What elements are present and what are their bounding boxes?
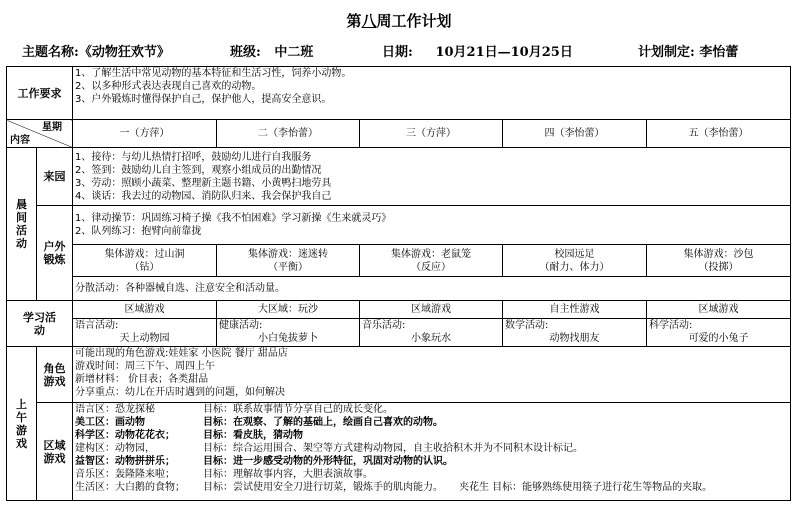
area-game-content — [73, 403, 791, 501]
area-zone: 语言区：恐龙探秘 — [75, 404, 155, 415]
area-zone: 美工区：画动物 — [75, 417, 145, 428]
study-area: 自主性游戏 — [503, 301, 647, 319]
arrive-label: 来园 — [37, 148, 73, 206]
outdoor-label: 户外锻炼 — [37, 206, 73, 301]
role-game-label: 角色游戏 — [37, 347, 73, 403]
area-game-item — [75, 455, 788, 468]
theme-field: 主题名称:《动物狂欢节》 — [22, 45, 170, 60]
class-field: 班级: 中二班 — [230, 45, 314, 60]
study-areas-row — [7, 301, 791, 319]
arrive-row — [7, 148, 791, 206]
planner-field: 计划制定: 李怡蕾 — [638, 45, 739, 60]
area-extra: 夹花生 目标：能够熟练使用筷子进行花生等物品的夹取。 — [459, 482, 713, 493]
weekday-row — [7, 120, 791, 148]
study-area: 区域游戏 — [73, 301, 217, 319]
arrive-content: 1、接待：与幼儿热情打招呼，鼓励幼儿进行自我服务 2、签到：鼓励幼儿自主签到，观察小组成员的出勤情况 3、劳动：照顾小蔬菜、整理新主题书籍、小黄鸭扫地劳具 4、谈话：我去过的动物园、消防队归来、我会保护我自己 — [73, 148, 791, 206]
outdoor-content: 1、律动操节：巩固练习椅子操《我不怕困难》学习新操《生来就灵巧》 2、队列练习：抱臂向前靠拢 — [73, 206, 791, 245]
area-goal: 目标：尝试使用安全刀进行切菜，锻炼手的肌肉能力。 — [203, 482, 443, 493]
area-game-row — [7, 403, 791, 501]
day-header: 四（李怡蕾） — [503, 120, 647, 148]
area-game-item — [75, 468, 788, 481]
day-header: 五（李怡蕾） — [647, 120, 791, 148]
role-game-content: 可能出现的角色游戏:娃娃家 小医院 餐厅 甜品店 游戏时间：周三下午、周四上午 新增材料： 价目表；各类甜品 分享重点：幼儿在开店时遇到的问题，如何解决 — [73, 347, 791, 403]
scatter-content: 分散活动：各种器械自选、注意安全和活动量。 — [73, 277, 791, 301]
study-area: 大区域：玩沙 — [217, 301, 360, 319]
study-label: 学习活动 — [7, 301, 73, 347]
study-subject: 语言活动: 天上动物园 — [73, 319, 217, 347]
area-game-item — [75, 416, 788, 429]
games-row — [7, 245, 791, 277]
study-subject: 音乐活动: 小象玩水 — [360, 319, 503, 347]
outdoor-row — [7, 206, 791, 245]
area-goal: 目标：在观察、了解的基础上，绘画自己喜欢的动物。 — [203, 417, 443, 428]
area-goal: 目标：进一步感受动物的外形特征，巩固对动物的认识。 — [203, 456, 453, 467]
study-subject: 科学活动: 可爱的小兔子 — [647, 319, 791, 347]
area-game-item — [75, 442, 788, 455]
area-zone: 生活区：大白鹅的食物； — [75, 482, 185, 493]
area-zone: 音乐区：轰隆隆来啦； — [75, 469, 175, 480]
day-header: 二（李怡蕾） — [217, 120, 360, 148]
area-game-item — [75, 481, 788, 494]
game-cell: 集体游戏：迷迷转 （平衡） — [217, 245, 360, 277]
study-subject: 数学活动: 动物找朋友 — [503, 319, 647, 347]
games-label: 上午游戏 — [7, 347, 37, 501]
area-zone: 科学区：动物花花衣； — [75, 430, 175, 441]
role-game-row — [7, 347, 791, 403]
area-game-item — [75, 429, 788, 442]
game-cell: 集体游戏：老鼠笼 （反应） — [360, 245, 503, 277]
area-goal: 目标：联系故事情节分享自己的成长变化。 — [203, 404, 393, 415]
date-field: 日期: 10月21日—10月25日 — [382, 45, 573, 60]
area-game-item — [75, 403, 788, 416]
study-subjects-row — [7, 319, 791, 347]
area-goal: 目标：理解故事内容，大胆表演故事。 — [203, 469, 373, 480]
week-content-header: 星期 内容 — [7, 120, 73, 148]
game-cell: 校园远足 （耐力、体力） — [503, 245, 647, 277]
page-title: 第八周工作计划 — [346, 12, 452, 30]
area-zone: 建构区：动物园， — [75, 443, 155, 454]
area-goal: 目标：看皮肤，猜动物 — [203, 430, 303, 441]
day-header: 三（方萍） — [360, 120, 503, 148]
study-area: 区域游戏 — [647, 301, 791, 319]
scatter-row — [7, 277, 791, 301]
work-label: 工作要求 — [7, 67, 73, 120]
study-subject: 健康活动: 小白兔拔萝卜 — [217, 319, 360, 347]
game-cell: 集体游戏：沙包 （投掷） — [647, 245, 791, 277]
area-game-label: 区域游戏 — [37, 403, 73, 501]
game-cell: 集体游戏：过山洞 （钻） — [73, 245, 217, 277]
work-content: 1、了解生活中常见动物的基本特征和生活习性，饲养小动物。 2、以多种形式表达表现自己喜欢的动物。 3、户外锻炼时懂得保护自己，保护他人，提高安全意识。 — [73, 67, 791, 120]
day-header: 一（方萍） — [73, 120, 217, 148]
area-zone: 益智区：动物拼拼乐； — [75, 456, 175, 467]
area-goal: 目标：综合运用围合、架空等方式建构动物园，自主收拾积木并为不同积木设计标记。 — [203, 443, 583, 454]
morning-label: 晨间活动 — [7, 148, 37, 301]
work-row — [7, 67, 791, 120]
plan-table — [6, 66, 791, 501]
study-area: 区域游戏 — [360, 301, 503, 319]
